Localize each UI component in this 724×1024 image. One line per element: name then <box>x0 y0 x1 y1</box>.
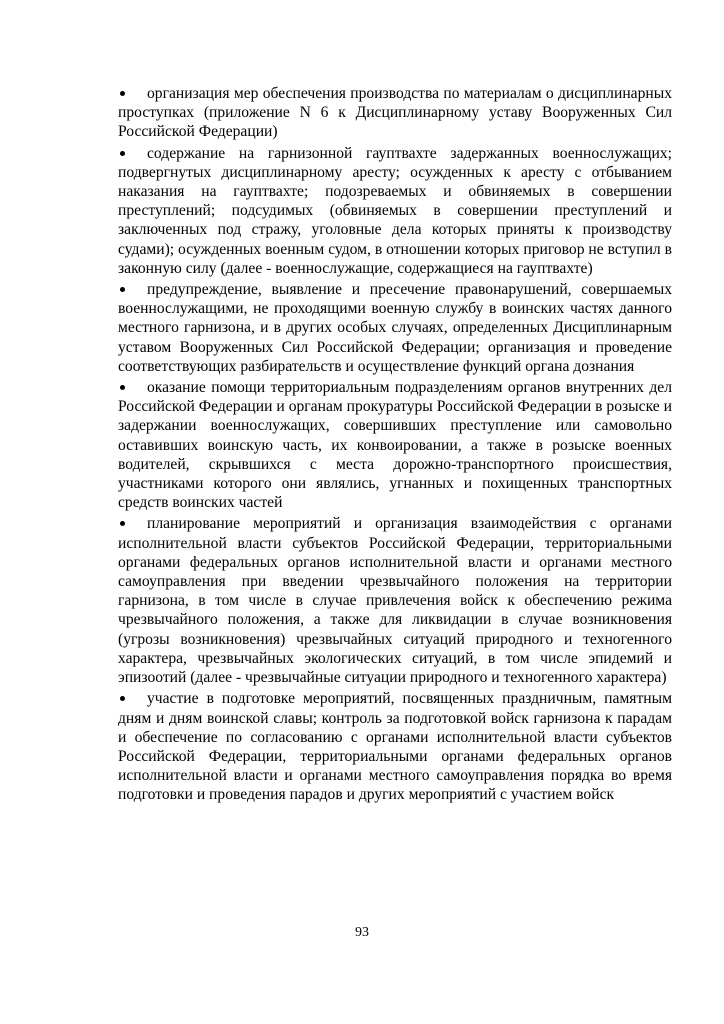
bullet-icon <box>118 689 147 708</box>
bullet-icon <box>118 84 147 103</box>
list-item <box>118 689 672 804</box>
list-item-text: оказание помощи территориальным подразделениям органов внутренних дел Российской Федерации и органам прокуратуры Российской Федерации в розыске и задержании военнослужащих, совершивших преступление или самовольно оставивших воинскую часть, их конвоировании, а также в розыске военных водителей, скрывшихся с места дорожно-транспортного происшествия, участниками которого они являлись, угнанных и похищенных транспортных средств воинских частей <box>118 379 672 512</box>
page-number: 93 <box>355 925 369 940</box>
list-item <box>118 514 672 687</box>
list-item <box>118 144 672 278</box>
bullet-icon <box>118 280 147 299</box>
list-item-text: предупреждение, выявление и пресечение правонарушений, совершаемых военнослужащими, не проходящими военную службу в воинских частях данного местного гарнизона, и в других особых случаях, определенных Дисциплинарным уставом Вооруженных Сил Российской Федерации; организация и проведение соответствующих разбирательств и осуществление функций органа дознания <box>118 281 672 375</box>
list-item-text: организация мер обеспечения производства по материалам о дисциплинарных проступках (приложение N 6 к Дисциплинарному уставу Вооруженных Сил Российской Федерации) <box>118 85 672 141</box>
list-item <box>118 84 672 142</box>
bullet-icon <box>118 378 147 397</box>
list-item-text: планирование мероприятий и организация взаимодействия с органами исполнительной власти субъектов Российской Федерации, территориальными органами федеральных органов исполнительной власти и органами местного самоуправления при введении чрезвычайного положения на территории гарнизона, в том числе в случае привлечения войск к обеспечению режима чрезвычайного положения, а также для ликвидации в случае возникновения (угрозы возникновения) чрезвычайных ситуаций природного и техногенного характера, чрезвычайных экологических ситуаций, в том числе эпидемий и эпизоотий (далее - чрезвычайные ситуации природного и техногенного характера) <box>118 515 672 687</box>
list-item-text: содержание на гарнизонной гауптвахте задержанных военнослужащих; подвергнутых дисциплинарному аресту; осужденных к аресту с отбыванием наказания на гауптвахте; подозреваемых и обвиняемых в совершении преступлений; подсудимых (обвиняемых в совершении преступлений и заключенных под стражу, уголовные дела которых приняты к производству судами); осужденных военным судом, в отношении которых приговор не вступил в законную силу (далее - военнослужащие, содержащиеся на гауптвахте) <box>118 144 672 277</box>
bullet-icon <box>118 144 147 163</box>
list-item-text: участие в подготовке мероприятий, посвященных праздничным, памятным дням и дням воинской славы; контроль за подготовкой войск гарнизона к парадам и обеспечение по согласованию с органами исполнительной власти субъектов Российской Федерации, территориальными органами федеральных органов исполнительной власти и органами местного самоуправления порядка во время подготовки и проведения парадов и других мероприятий с участием войск <box>118 690 672 804</box>
list-item <box>118 280 672 376</box>
list-item <box>118 378 672 512</box>
document-body <box>118 84 672 807</box>
bullet-icon <box>118 514 147 533</box>
